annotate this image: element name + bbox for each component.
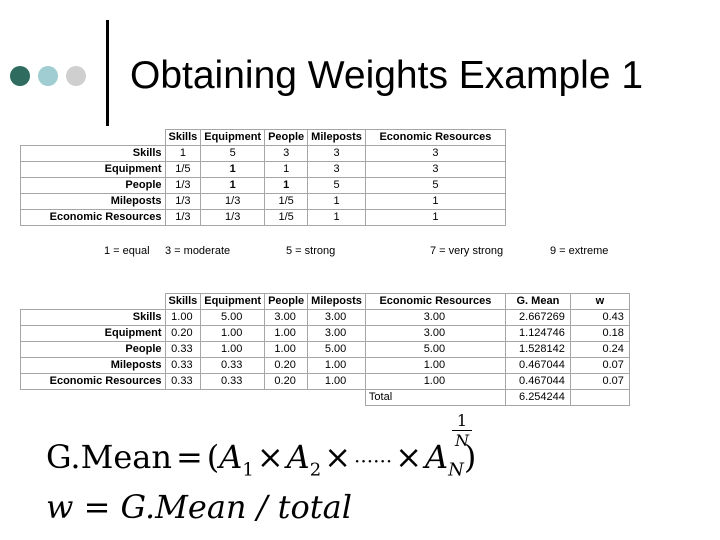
formula-subscript: N — [448, 459, 464, 481]
row-label: Skills — [21, 146, 166, 162]
formula-term: A — [219, 438, 243, 476]
table-cell: 1.00 — [365, 374, 505, 390]
col-header: Mileposts — [308, 294, 366, 310]
table-row — [21, 162, 506, 178]
table-cell: 0.33 — [201, 374, 265, 390]
table-cell: 1.00 — [265, 342, 308, 358]
comparison-table — [20, 129, 506, 226]
table-cell: 1 — [365, 194, 505, 210]
title-divider — [106, 20, 109, 126]
table-cell: 1/3 — [165, 178, 201, 194]
formula-times: × — [324, 438, 352, 476]
scale-extreme: 9 = extreme — [550, 245, 609, 257]
formula-lhs: G.Mean — [46, 438, 172, 476]
row-label: People — [21, 178, 166, 194]
row-label: Economic Resources — [21, 210, 166, 226]
table-row — [21, 358, 630, 374]
scale-very-strong: 7 = very strong — [430, 245, 504, 257]
table-cell: 3 — [365, 146, 505, 162]
total-row — [21, 390, 630, 406]
table-cell: 3.00 — [308, 310, 366, 326]
table-cell: 5 — [308, 178, 366, 194]
exponent-denominator: N — [455, 431, 469, 450]
col-header: Economic Resources — [365, 130, 505, 146]
table-row — [21, 146, 506, 162]
table-header-row — [21, 130, 506, 146]
formula-close-paren: ) — [463, 438, 477, 476]
table-cell: 0.20 — [265, 374, 308, 390]
scale-moderate: 3 = moderate — [165, 245, 231, 257]
row-label: Mileposts — [21, 194, 166, 210]
table-cell: 3.00 — [365, 310, 505, 326]
table-cell: 0.07 — [570, 374, 629, 390]
col-header: w — [570, 294, 629, 310]
table-cell: 1.00 — [308, 374, 366, 390]
table-row — [21, 178, 506, 194]
table-cell: 3.00 — [265, 310, 308, 326]
table-cell: 5 — [201, 146, 265, 162]
table-cell: 5 — [365, 178, 505, 194]
table-cell: 1 — [365, 210, 505, 226]
table-cell: 0.18 — [570, 326, 629, 342]
table-cell: 1/3 — [201, 210, 265, 226]
scale-equal: 1 = equal — [104, 245, 150, 257]
table-cell: 0.467044 — [505, 374, 570, 390]
formula-open-paren: ( — [206, 438, 220, 476]
table-cell: 1.00 — [308, 358, 366, 374]
table-cell: 1.00 — [165, 310, 201, 326]
col-header: People — [265, 130, 308, 146]
row-label: Equipment — [21, 162, 166, 178]
table-cell: 1/3 — [165, 194, 201, 210]
table-cell: 1.00 — [201, 342, 265, 358]
table-cell: 3 — [308, 162, 366, 178]
table-cell: 1 — [201, 178, 265, 194]
weight-formula: w = G.Mean / total — [46, 488, 352, 526]
table-cell: 0.07 — [570, 358, 629, 374]
table-cell: 1/5 — [265, 194, 308, 210]
table-cell: 1 — [265, 178, 308, 194]
formula-times: × — [256, 438, 284, 476]
table-cell: 3 — [365, 162, 505, 178]
table-cell: 1 — [165, 146, 201, 162]
table-row — [21, 194, 506, 210]
table-cell: 1.528142 — [505, 342, 570, 358]
formula-exponent — [452, 412, 472, 451]
row-label: Skills — [21, 310, 166, 326]
table-cell: 0.33 — [165, 374, 201, 390]
table-cell: 1.00 — [365, 358, 505, 374]
table-cell: 1/3 — [201, 194, 265, 210]
total-value: 6.254244 — [505, 390, 570, 406]
table-cell: 3 — [265, 146, 308, 162]
formula-times: × — [395, 438, 422, 476]
table-header-row — [21, 294, 630, 310]
table-cell: 0.24 — [570, 342, 629, 358]
row-label: People — [21, 342, 166, 358]
table-row — [21, 210, 506, 226]
table-cell: 3.00 — [308, 326, 366, 342]
table-cell: 3 — [308, 146, 366, 162]
table-cell: 0.33 — [201, 358, 265, 374]
table-row — [21, 326, 630, 342]
exponent-numerator: 1 — [452, 412, 472, 431]
table-cell: 0.20 — [165, 326, 201, 342]
table-cell: 0.467044 — [505, 358, 570, 374]
col-header: Equipment — [201, 294, 265, 310]
table-cell: 1.124746 — [505, 326, 570, 342]
dot-teal — [38, 66, 58, 86]
table-cell: 1 — [308, 210, 366, 226]
col-header: Skills — [165, 130, 201, 146]
table-cell: 1 — [308, 194, 366, 210]
table-cell: 0.33 — [165, 358, 201, 374]
slide-title: Obtaining Weights Example 1 — [130, 54, 644, 97]
total-label: Total — [365, 390, 505, 406]
gmean-formula — [46, 438, 476, 480]
table-cell: 5.00 — [365, 342, 505, 358]
row-label: Equipment — [21, 326, 166, 342]
row-label: Mileposts — [21, 358, 166, 374]
table-cell: 1/5 — [265, 210, 308, 226]
col-header: Economic Resources — [365, 294, 505, 310]
table-cell: 2.667269 — [505, 310, 570, 326]
table-cell: 5.00 — [308, 342, 366, 358]
formula-term: A — [286, 438, 310, 476]
table-cell: 1 — [201, 162, 265, 178]
dot-gray — [66, 66, 86, 86]
weights-table — [20, 293, 630, 406]
table-cell: 1 — [265, 162, 308, 178]
table-cell: 0.33 — [165, 342, 201, 358]
col-header: Equipment — [201, 130, 265, 146]
table-row — [21, 374, 630, 390]
col-header: G. Mean — [505, 294, 570, 310]
dot-dark — [10, 66, 30, 86]
formula-equals: = — [175, 438, 203, 476]
col-header: People — [265, 294, 308, 310]
col-header: Skills — [165, 294, 201, 310]
formula-subscript: 2 — [309, 459, 322, 481]
formula-subscript: 1 — [242, 459, 254, 481]
table-cell: 1.00 — [265, 326, 308, 342]
table-cell: 1/5 — [165, 162, 201, 178]
scale-strong: 5 = strong — [286, 245, 336, 257]
table-cell: 3.00 — [365, 326, 505, 342]
table-cell: 0.43 — [570, 310, 629, 326]
table-row — [21, 310, 630, 326]
table-row — [21, 342, 630, 358]
col-header: Mileposts — [308, 130, 366, 146]
row-label: Economic Resources — [21, 374, 166, 390]
table-cell: 5.00 — [201, 310, 265, 326]
table-cell: 1/3 — [165, 210, 201, 226]
formula-ellipsis: ······ — [354, 449, 393, 473]
table-cell: 1.00 — [201, 326, 265, 342]
table-cell: 0.20 — [265, 358, 308, 374]
formula-term: A — [425, 438, 449, 476]
